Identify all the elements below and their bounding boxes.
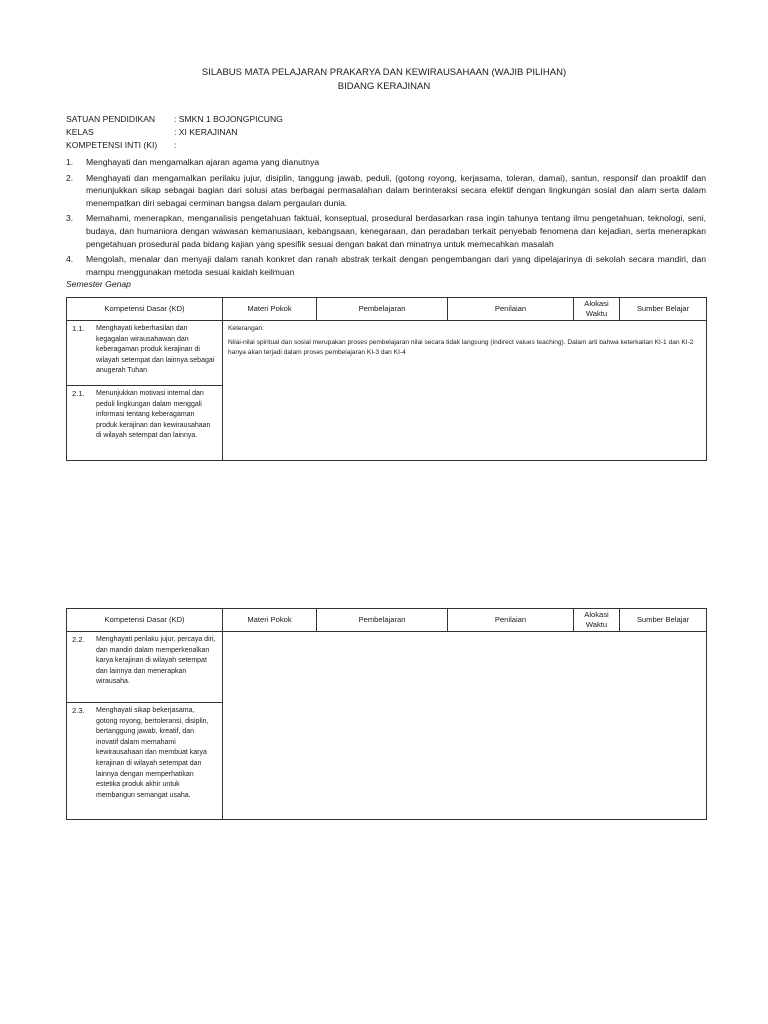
table-header-row — [67, 298, 707, 321]
meta-value: : SMKN 1 BOJONGPICUNG — [174, 114, 283, 124]
header-alokasi-line2: Waktu — [585, 620, 608, 629]
kd-number: 2.3. — [72, 706, 85, 715]
header-pembelajaran: Pembelajaran — [317, 609, 448, 632]
header-alokasi — [574, 298, 620, 321]
header-alokasi — [574, 609, 620, 632]
kd-cell — [67, 386, 223, 461]
note-label: Keterangan: — [228, 325, 264, 332]
note-cell — [223, 321, 707, 461]
syllabus-table-2 — [66, 608, 707, 820]
header-materi: Materi Pokok — [223, 298, 317, 321]
meta-row-satuan — [66, 113, 283, 126]
ki-number: 3. — [66, 213, 74, 224]
meta-block — [66, 113, 283, 152]
ki-item — [66, 156, 706, 169]
kd-text: Menghayati keberhasilan dan kegagalan wirausahawan dan keberagaman produk kerajinan di wilayah setempat dan lainnya sebagai anugerah Tuhan — [96, 325, 215, 375]
empty-content-cell — [223, 632, 707, 820]
kd-cell — [67, 321, 223, 386]
meta-row-kelas — [66, 126, 283, 139]
header-materi: Materi Pokok — [223, 609, 317, 632]
ki-number: 2. — [66, 172, 74, 183]
ki-text: Menghayati dan mengamalkan perilaku jujur, disiplin, tanggung jawab, peduli, (gotong royong, kerjasama, toleran, damai), santun, responsif dan proaktif dan menunjukkan sikap sebagai bagian dari solusi atas berbagai permasalahan dalam berinteraksi secara efektif dengan lingkungan sosial dan alam serta dalam menempatkan diri sebagai cerminan bangsa dalam pergaulan dunia. — [86, 172, 706, 208]
table-header-row — [67, 609, 707, 632]
header-kd: Kompetensi Dasar (KD) — [67, 298, 223, 321]
kd-cell — [67, 632, 223, 703]
header-alokasi-line2: Waktu — [585, 309, 608, 318]
meta-value: : XI KERAJINAN — [174, 127, 238, 137]
table-row — [67, 321, 707, 386]
kd-cell — [67, 703, 223, 820]
header-penilaian: Penilaian — [448, 298, 574, 321]
note-text: Nilai-nilai spiritual dan sosial merupakan proses pembelajaran nilai secara tidak langsung (indirect values teaching). Dalam arti bahwa keterkaitan KI-1 dan KI-2 hanya akan terjadi dalam proses pembelajaran KI-3 dan KI-4 — [228, 338, 694, 356]
meta-value: : — [174, 140, 177, 150]
ki-text: Menghayati dan mengamalkan ajaran agama yang dianutnya — [86, 157, 320, 167]
ki-text: Mengolah, menalar dan menyaji dalam ranah konkret dan ranah abstrak terkait dengan pengembangan dari yang dipelajarinya di sekolah secara mandiri, dan mampu menggunakan metoda sesuai kaidah keilmuan — [86, 254, 706, 277]
header-pembelajaran: Pembelajaran — [317, 298, 448, 321]
meta-label: KELAS — [66, 127, 94, 137]
ki-number: 4. — [66, 254, 74, 265]
header-alokasi-line1: Alokasi — [584, 299, 609, 308]
kd-number: 2.1. — [72, 389, 85, 398]
kd-text: Menghayati sikap bekerjasama, gotong royong, bertoleransi, disiplin, bertanggung jawab, kreatif, dan inovatif dalam memahami kewirausahaan dan membuat karya kerajinan di wilayah setempat dan lainnya dengan memperhatikan estetika produk akhir untuk membangun semangat usaha. — [96, 707, 209, 799]
semester-label: Semester Genap — [66, 279, 131, 289]
kd-text: Menunjukkan motivasi internal dan peduli lingkungan dalam menggali informasi tentang keberagaman produk kerajinan dan kewirausahaan di wilayah setempat dan lainnya. — [96, 390, 211, 440]
header-kd: Kompetensi Dasar (KD) — [67, 609, 223, 632]
ki-item — [66, 172, 706, 210]
meta-label: SATUAN PENDIDIKAN — [66, 114, 156, 124]
header-sumber: Sumber Belajar — [620, 298, 707, 321]
syllabus-table-1 — [66, 297, 707, 461]
meta-row-ki — [66, 139, 283, 152]
header-penilaian: Penilaian — [448, 609, 574, 632]
header-alokasi-line1: Alokasi — [584, 610, 609, 619]
kd-number: 2.2. — [72, 635, 85, 644]
kd-text: Menghayati perilaku jujur, percaya diri, dan mandiri dalam memperkenalkan karya kerajinan di wilayah setempat dan lainnya dan menerapkan wirausaha. — [96, 636, 216, 686]
ki-item — [66, 212, 706, 250]
ki-item — [66, 253, 706, 278]
table-row — [67, 632, 707, 703]
kd-number: 1.1. — [72, 324, 85, 333]
ki-text: Memahami, menerapkan, menganalisis pengetahuan faktual, konseptual, prosedural berdasarkan rasa ingin tahunya tentang ilmu pengetahuan, teknologi, seni, budaya, dan humaniora dengan wawasan kemanusiaan, kebangsaan, kenegaraan, dan peradaban terkait penyebab fenomena dan kejadian, serta menerapkan pengetahuan prosedural pada bidang kajian yang spesifik sesuai dengan bakat dan minatnya untuk memecahkan masalah — [86, 213, 706, 249]
document-title: SILABUS MATA PELAJARAN PRAKARYA DAN KEWIRAUSAHAAN (WAJIB PILIHAN) — [201, 67, 567, 78]
meta-label: KOMPETENSI INTI (KI) — [66, 140, 158, 150]
ki-number: 1. — [66, 157, 74, 167]
kompetensi-inti-list — [66, 156, 706, 278]
document-subtitle: BIDANG KERAJINAN — [337, 81, 431, 92]
header-sumber: Sumber Belajar — [620, 609, 707, 632]
